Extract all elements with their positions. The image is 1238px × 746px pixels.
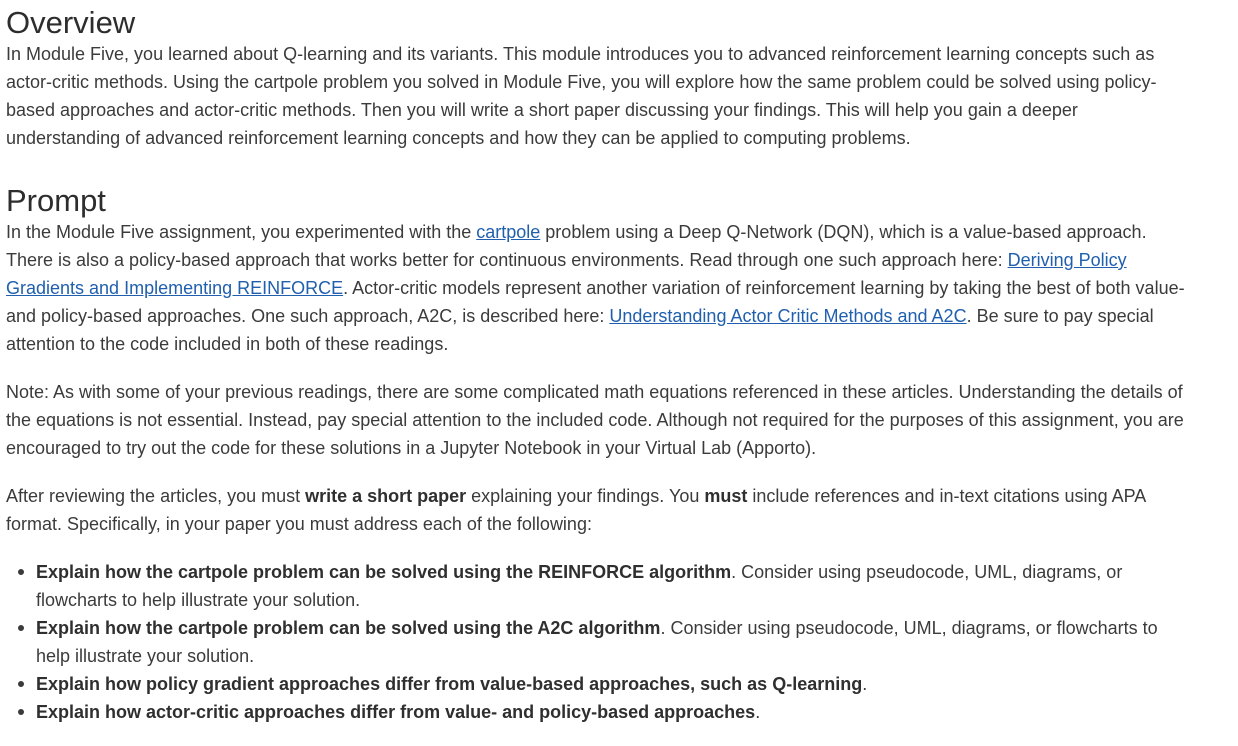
prompt-text-3: . Actor-critic models represent another variation of reinforcement learning by taking the best of both value- and policy-based approaches. One such approach, A2C, is described here: — [6, 278, 1185, 326]
a2c-link[interactable]: Understanding Actor Critic Methods and A2C — [609, 306, 967, 326]
list-item-bold: Explain how policy gradient approaches differ from value-based approaches, such as Q-learning — [36, 674, 863, 694]
list-item-text: . Consider using pseudocode, UML, diagrams, or flowcharts to help illustrate your solution. — [36, 562, 1123, 610]
list-item-text: . — [862, 674, 868, 694]
instructions-bold-1: write a short paper — [305, 486, 467, 506]
prompt-text-4: . Be sure to pay special attention to the code included in both of these readings. — [6, 306, 1154, 354]
list-item-bold: Explain how the cartpole problem can be solved using the REINFORCE algorithm — [36, 562, 732, 582]
prompt-heading: Prompt — [6, 183, 106, 218]
instructions-text-2: explaining your findings. You — [466, 486, 705, 506]
instructions-text-3: include references and in-text citations using APA format. Specifically, in your paper you must address each of the following: — [6, 486, 1146, 534]
list-item — [36, 698, 1186, 726]
list-item-text: . Consider using pseudocode, UML, diagrams, or flowcharts to help illustrate your solution. — [36, 618, 1158, 666]
cartpole-link[interactable]: cartpole — [476, 222, 541, 242]
instructions-bold-2: must — [704, 486, 748, 506]
overview-paragraph: In Module Five, you learned about Q-learning and its variants. This module introduces you to advanced reinforcement learning concepts such as actor-critic methods. Using the cartpole problem you solved in Module Five, you will explore how the same problem could be solved using policy-based approaches and actor-critic methods. Then you will write a short paper discussing your findings. This will help you gain a deeper understanding of advanced reinforcement learning concepts and how they can be applied to computing problems. — [6, 44, 1157, 148]
list-item — [36, 614, 1186, 670]
list-item-text: . — [755, 702, 761, 722]
note-paragraph: Note: As with some of your previous readings, there are some complicated math equations referenced in these articles. Understanding the details of the equations is not essential. Instead, pay special attention to the included code. Although not required for the purposes of this assignment, you are encouraged to try out the code for these solutions in a Jupyter Notebook in your Virtual Lab (Apporto). — [6, 382, 1184, 458]
list-item-bold: Explain how the cartpole problem can be solved using the A2C algorithm — [36, 618, 661, 638]
instructions-paragraph — [6, 482, 1186, 538]
prompt-text-2: problem using a Deep Q-Network (DQN), which is a value-based approach. There is also a policy-based approach that works better for continuous environments. Read through one such approach here: — [6, 222, 1147, 270]
reinforce-link[interactable]: Deriving Policy Gradients and Implementing REINFORCE — [6, 250, 1127, 298]
list-item-bold: Explain how actor-critic approaches differ from value- and policy-based approaches — [36, 702, 756, 722]
requirements-list — [6, 558, 1186, 726]
prompt-paragraph — [6, 218, 1186, 358]
bullet-icon — [18, 625, 24, 631]
overview-heading: Overview — [6, 5, 136, 40]
list-item — [36, 558, 1186, 614]
bullet-icon — [18, 569, 24, 575]
list-item — [36, 670, 1186, 698]
bullet-icon — [18, 681, 24, 687]
bullet-icon — [18, 709, 24, 715]
instructions-text-1: After reviewing the articles, you must — [6, 486, 306, 506]
prompt-text-1: In the Module Five assignment, you experimented with the — [6, 222, 477, 242]
